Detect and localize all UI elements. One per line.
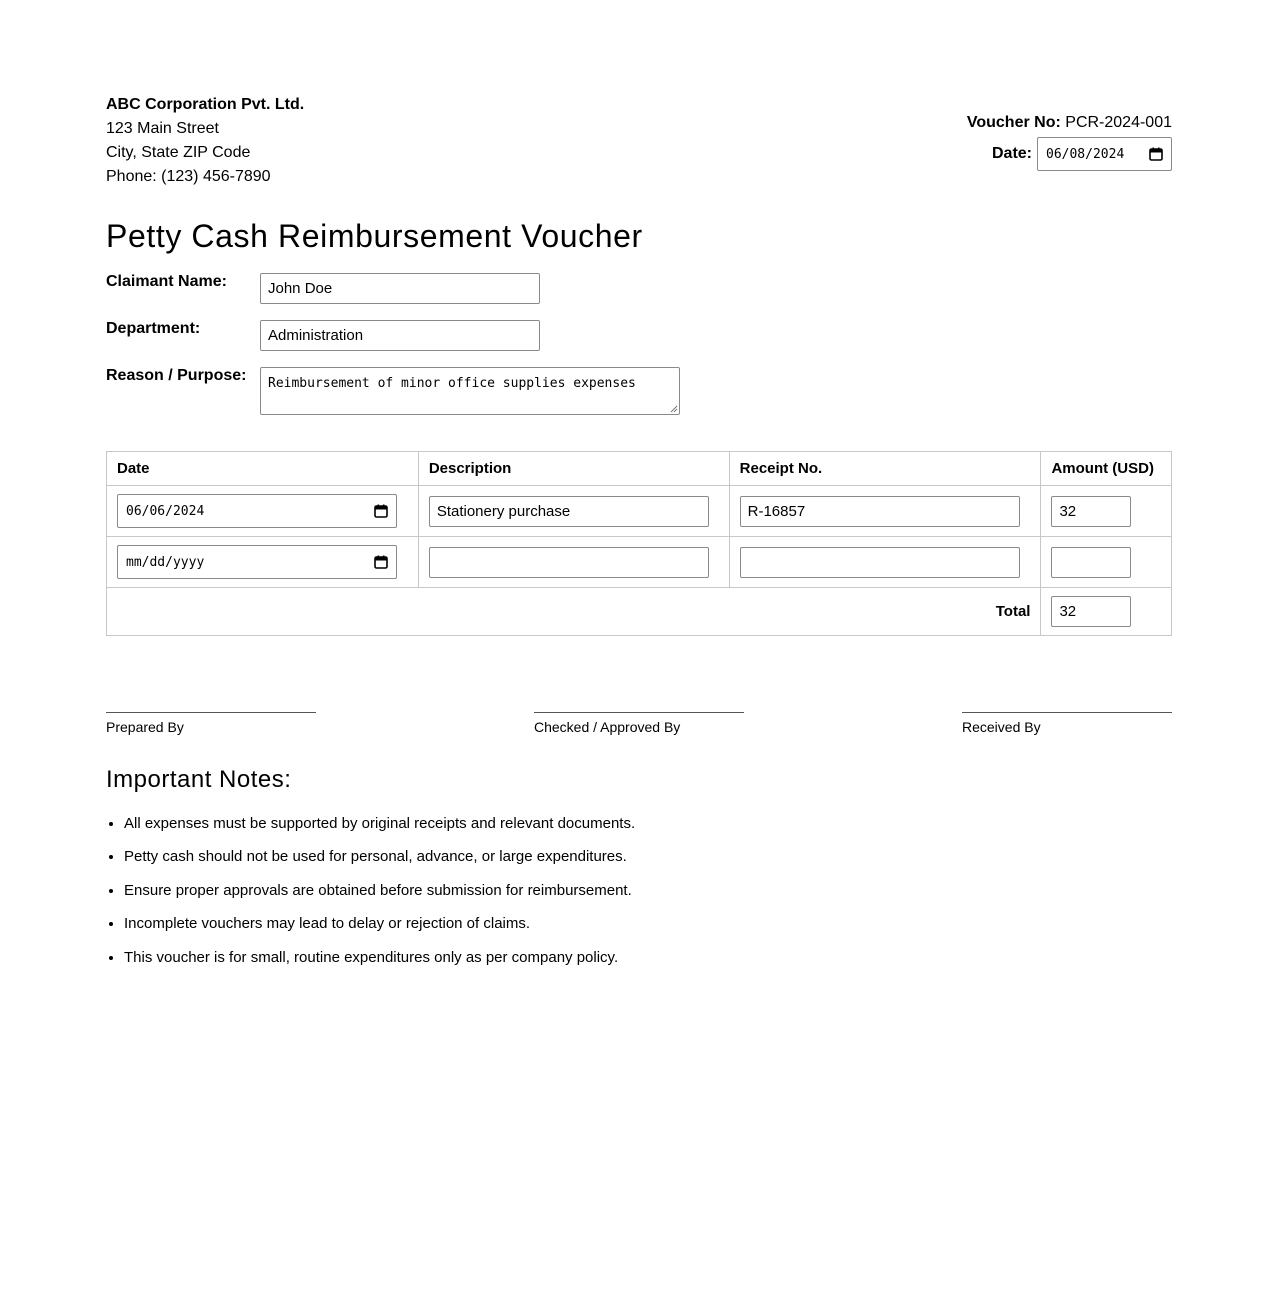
notes-list xyxy=(106,812,635,979)
department-label: Department: xyxy=(106,320,201,337)
row-amount-value: 32 xyxy=(1059,502,1077,520)
voucher-date-label: Date: xyxy=(991,145,1032,162)
voucher-date-value: 06/08/2024 xyxy=(1046,146,1125,162)
claimant-value: John Doe xyxy=(268,280,333,297)
list-item: • Incomplete vouchers may lead to delay or rejection of claims. xyxy=(124,912,635,936)
row-receipt-input[interactable] xyxy=(740,547,1020,578)
signature-prepared xyxy=(106,712,316,735)
table-row xyxy=(107,486,1172,537)
resize-grip-icon[interactable] xyxy=(670,405,678,413)
signature-checked-label: Checked / Approved By xyxy=(534,719,681,735)
signature-line xyxy=(106,712,316,713)
calendar-icon[interactable] xyxy=(374,555,388,569)
department-input[interactable] xyxy=(260,320,540,351)
header-receipt: Receipt No. xyxy=(729,452,1041,486)
reason-label: Reason / Purpose: xyxy=(106,367,247,384)
header-date: Date xyxy=(107,452,419,486)
claimant-input[interactable] xyxy=(260,273,540,304)
voucher-no-value: PCR-2024-001 xyxy=(1065,114,1172,131)
department-value: Administration xyxy=(268,327,364,344)
row-receipt-input[interactable] xyxy=(740,496,1020,527)
row-receipt-value: R-16857 xyxy=(747,502,806,520)
company-name: ABC Corporation Pvt. Ltd. xyxy=(106,96,305,113)
notes-title: Important Notes: xyxy=(106,766,292,793)
reason-textarea[interactable] xyxy=(260,367,680,415)
page-title: Petty Cash Reimbursement Voucher xyxy=(106,218,643,254)
row-amount-input[interactable] xyxy=(1051,547,1131,578)
signature-received xyxy=(962,712,1172,735)
list-item: • Ensure proper approvals are obtained before submission for reimbursement. xyxy=(124,879,635,903)
signature-received-label: Received By xyxy=(962,719,1041,735)
calendar-icon[interactable] xyxy=(374,504,388,518)
row-description-input[interactable] xyxy=(429,547,709,578)
signature-prepared-label: Prepared By xyxy=(106,719,184,735)
row-date-value: mm/dd/yyyy xyxy=(126,554,205,570)
voucher-meta xyxy=(967,113,1172,171)
header-amount: Amount (USD) xyxy=(1041,452,1172,486)
signature-line xyxy=(534,712,744,713)
reason-value: Reimbursement of minor office supplies expenses xyxy=(268,376,636,391)
table-row xyxy=(107,537,1172,588)
company-city: City, State ZIP Code xyxy=(106,144,251,161)
row-description-value: Stationery purchase xyxy=(436,502,571,520)
total-label: Total xyxy=(107,588,1041,636)
total-value: 32 xyxy=(1059,603,1077,620)
row-date-input[interactable] xyxy=(117,494,397,528)
list-item: • All expenses must be supported by original receipts and relevant documents. xyxy=(124,812,635,836)
list-item: • This voucher is for small, routine expenditures only as per company policy. xyxy=(124,946,635,970)
expense-table xyxy=(106,451,1172,636)
company-street: 123 Main Street xyxy=(106,120,219,137)
table-header-row xyxy=(107,452,1172,486)
total-input[interactable] xyxy=(1051,596,1131,627)
row-amount-input[interactable] xyxy=(1051,496,1131,527)
header-description: Description xyxy=(418,452,729,486)
voucher-date-input[interactable] xyxy=(1037,137,1172,171)
calendar-icon[interactable] xyxy=(1149,147,1163,161)
company-phone: Phone: (123) 456-7890 xyxy=(106,168,271,185)
total-row xyxy=(107,588,1172,636)
row-date-value: 06/06/2024 xyxy=(126,503,205,519)
voucher-no-label: Voucher No: xyxy=(966,114,1061,131)
row-description-input[interactable] xyxy=(429,496,709,527)
signature-line xyxy=(962,712,1172,713)
signature-checked xyxy=(534,712,744,735)
company-info xyxy=(106,93,304,189)
claimant-label: Claimant Name: xyxy=(106,273,227,290)
row-date-input[interactable] xyxy=(117,545,397,579)
list-item: • Petty cash should not be used for personal, advance, or large expenditures. xyxy=(124,845,635,869)
